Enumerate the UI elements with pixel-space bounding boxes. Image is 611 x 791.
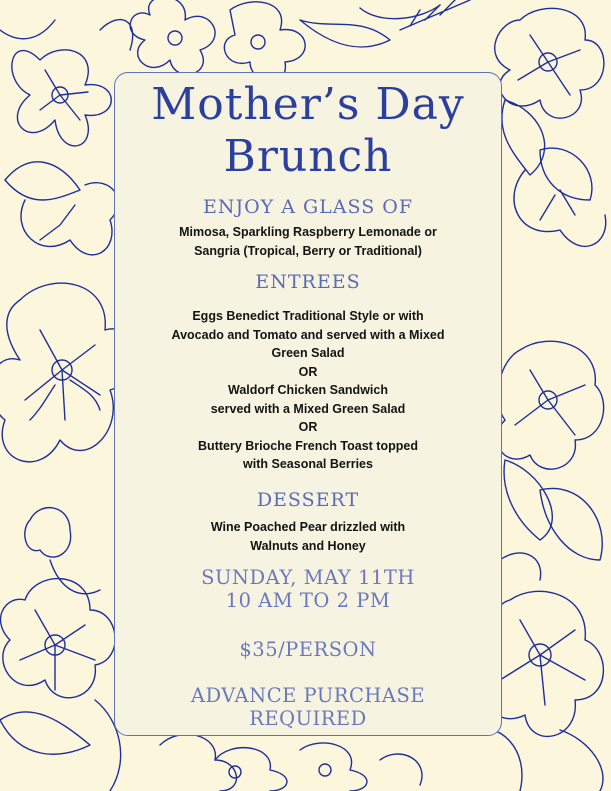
- entree-separator: OR: [298, 364, 318, 379]
- drinks-line: Sangria (Tropical, Berry or Traditional): [194, 243, 422, 258]
- drinks-line: Mimosa, Sparkling Raspberry Lemonade or: [179, 225, 437, 239]
- entree-line: Avocado and Tomato and served with a Mixed: [171, 327, 445, 342]
- entrees-list: [129, 307, 487, 474]
- entree-line: Buttery Brioche French Toast topped: [198, 438, 418, 453]
- entree-line: Green Salad: [271, 346, 345, 360]
- entree-line: with Seasonal Berries: [243, 457, 373, 471]
- advance-purchase-line-1: ADVANCE PURCHASE: [190, 684, 426, 707]
- title-line-2: Brunch: [223, 131, 393, 182]
- dessert-heading: DESSERT: [256, 489, 360, 511]
- event-time: 10 AM TO 2 PM: [225, 589, 391, 612]
- entree-separator: OR: [298, 420, 318, 434]
- flower-bottom-center: [160, 734, 422, 791]
- event-price: $35/PERSON: [239, 638, 377, 661]
- dessert-list: [129, 518, 487, 555]
- entree-line: Eggs Benedict Traditional Style or with: [192, 309, 424, 323]
- title-line-1: Mother’s Day: [151, 79, 465, 130]
- entrees-heading: ENTREES: [255, 271, 361, 293]
- event-date: SUNDAY, MAY 11TH: [201, 566, 415, 589]
- flower-right-middle: [497, 341, 604, 560]
- dessert-line: Wine Poached Pear drizzled with: [210, 520, 406, 534]
- menu-panel: [114, 72, 502, 736]
- flower-top-left: [12, 50, 111, 146]
- drinks-list: [129, 223, 487, 260]
- entree-line: served with a Mixed Green Salad: [210, 401, 406, 416]
- flower-bottom-left: [0, 508, 121, 791]
- advance-purchase-line-2: REQUIRED: [249, 707, 367, 730]
- drinks-heading: ENJOY A GLASS OF: [202, 196, 414, 218]
- flower-top-center: [130, 0, 470, 81]
- entree-line: Waldorf Chicken Sandwich: [228, 383, 388, 397]
- dessert-line: Walnuts and Honey: [250, 538, 366, 553]
- flower-top-right: [495, 8, 606, 246]
